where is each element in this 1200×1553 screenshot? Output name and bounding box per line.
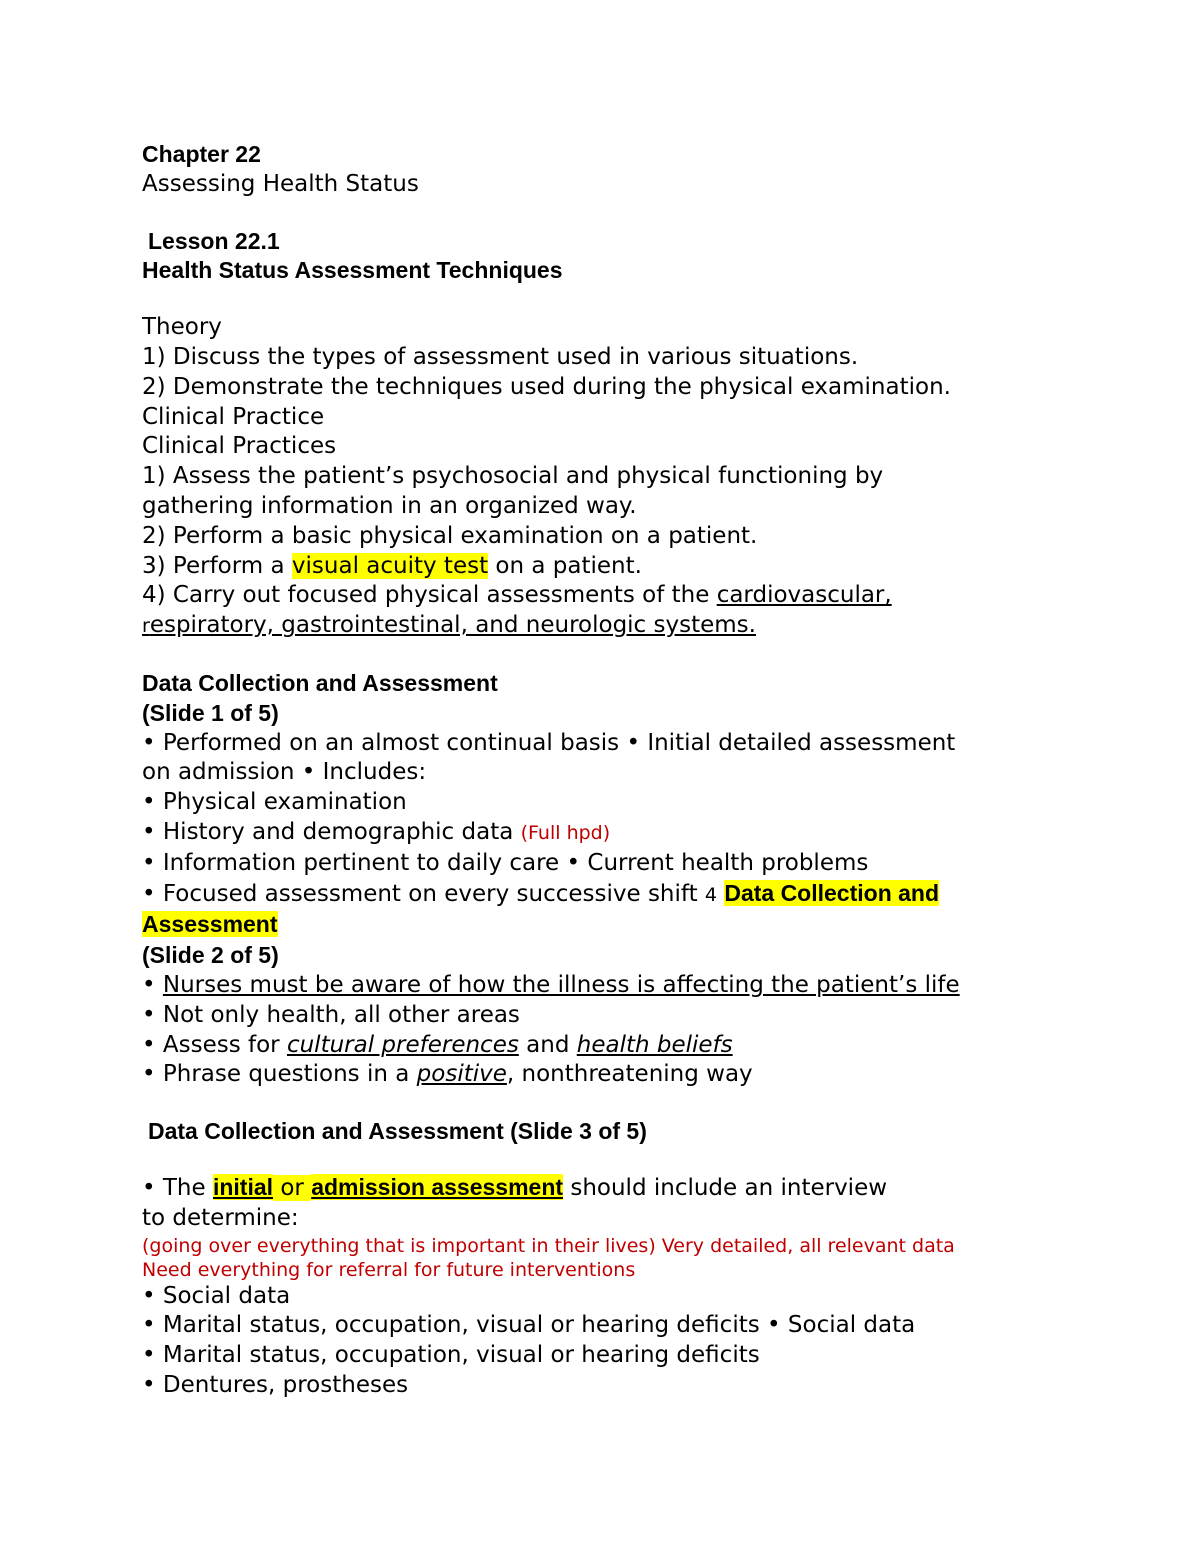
chapter-title: Chapter 22 xyxy=(142,141,261,167)
clinical-item-4-systems: espiratory, gastrointestinal, and neurologic systems. xyxy=(149,612,756,639)
slide3-line-6: • Dentures, prostheses xyxy=(142,1371,409,1398)
highlight-initial: initial xyxy=(212,1173,274,1200)
slide2-line-3 xyxy=(142,1031,1062,1061)
highlight-slide2-heading: Data Collection and xyxy=(724,879,940,906)
lesson-number: Lesson 22.1 xyxy=(148,227,280,254)
slide3-line-5: • Marital status, occupation, visual or hearing deficits xyxy=(142,1342,760,1369)
annotation-full-hpd: (Full hpd) xyxy=(520,821,611,844)
spacer xyxy=(142,200,1062,227)
slide2-line-3-pre: • Assess for xyxy=(142,1031,287,1058)
emphasis-cultural-preferences: cultural preferences xyxy=(286,1031,519,1058)
slide1-line-4 xyxy=(142,818,1062,849)
highlight-visual-acuity: visual acuity test xyxy=(291,552,489,579)
slide1-line-7 xyxy=(142,910,1062,941)
annotation-note-2: Need everything for referral for future interventions xyxy=(142,1258,636,1281)
slide1-line-2: on admission • Includes: xyxy=(142,759,427,786)
clinical-item-3 xyxy=(142,552,1062,582)
slide3-line-2: to determine: xyxy=(142,1204,299,1231)
slide1-line-3: • Physical examination xyxy=(142,789,407,816)
clinical-item-4-cont xyxy=(142,611,1062,642)
slide3-line-1-or: or xyxy=(273,1174,312,1201)
clinical-item-4 xyxy=(142,581,1062,611)
clinical-heading-2: Clinical Practices xyxy=(142,433,337,460)
theory-heading: Theory xyxy=(142,314,222,341)
clinical-item-3-pre: 3) Perform a xyxy=(142,552,292,579)
clinical-item-2: 2) Perform a basic physical examination on a patient. xyxy=(142,522,758,549)
slide2-line-3-mid: and xyxy=(518,1031,577,1058)
slide2-line-4-post: , nonthreatening way xyxy=(506,1061,753,1088)
document-body xyxy=(142,140,1062,1401)
slide1-line-6-text: • Focused assessment on every successive shift xyxy=(142,880,705,907)
spacer xyxy=(142,1090,1062,1117)
slide3-line-3: • Social data xyxy=(142,1282,291,1309)
spacer xyxy=(142,642,1062,669)
slide1-line-6 xyxy=(142,879,1062,911)
chapter-subtitle: Assessing Health Status xyxy=(142,170,419,197)
clinical-item-4-pre: 4) Carry out focused physical assessments of the xyxy=(142,582,717,609)
bullet: • xyxy=(142,971,163,998)
emphasis-positive: positive xyxy=(416,1061,507,1088)
slide2-line-4-pre: • Phrase questions in a xyxy=(142,1061,417,1088)
emphasis-health-beliefs: health beliefs xyxy=(576,1031,733,1058)
slide1-line-4-text: • History and demographic data xyxy=(142,818,521,845)
slide3-line-1-pre: • The xyxy=(142,1174,213,1201)
highlight-slide2-heading-cont: Assessment xyxy=(142,911,278,938)
slide3-line-1 xyxy=(142,1173,1062,1204)
lesson-title: Health Status Assessment Techniques xyxy=(142,257,563,284)
clinical-heading-1: Clinical Practice xyxy=(142,403,325,430)
underline-cardiovascular: cardiovascular, xyxy=(716,582,892,609)
annotation-note-1: (going over everything that is important in their lives) Very detailed, all relevant data xyxy=(142,1234,955,1257)
highlight-admission-assessment: admission assessment xyxy=(311,1173,564,1200)
clinical-item-1a: 1) Assess the patient’s psychosocial and physical functioning by xyxy=(142,463,884,490)
slide2-line-1 xyxy=(142,971,1062,1001)
page-number: 4 xyxy=(704,883,718,906)
slide3-line-1-post: should include an interview xyxy=(563,1174,888,1201)
slide3-heading: Data Collection and Assessment (Slide 3 of 5) xyxy=(148,1118,647,1145)
slide1-subheading: (Slide 1 of 5) xyxy=(142,699,279,726)
clinical-item-3-post: on a patient. xyxy=(488,552,642,579)
slide1-line-1: • Performed on an almost continual basis • Initial detailed assessment xyxy=(142,729,956,756)
spacer xyxy=(142,1147,1062,1173)
underline-nurses-aware: Nurses must be aware of how the illness is affecting the patient’s life xyxy=(162,971,960,998)
slide1-heading: Data Collection and Assessment xyxy=(142,669,498,696)
theory-item-1: 1) Discuss the types of assessment used in various situations. xyxy=(142,343,859,370)
clinical-item-4-initial: r xyxy=(142,615,150,638)
slide1-line-5: • Information pertinent to daily care • Current health problems xyxy=(142,849,869,876)
spacer xyxy=(142,286,1062,313)
slide2-line-2: • Not only health, all other areas xyxy=(142,1001,520,1028)
slide3-line-4: • Marital status, occupation, visual or hearing deficits • Social data xyxy=(142,1312,916,1339)
slide2-line-4 xyxy=(142,1060,1062,1090)
theory-item-2: 2) Demonstrate the techniques used during the physical examination. xyxy=(142,373,951,400)
slide2-subheading: (Slide 2 of 5) xyxy=(142,942,279,969)
clinical-item-1b: gathering information in an organized way. xyxy=(142,492,637,519)
